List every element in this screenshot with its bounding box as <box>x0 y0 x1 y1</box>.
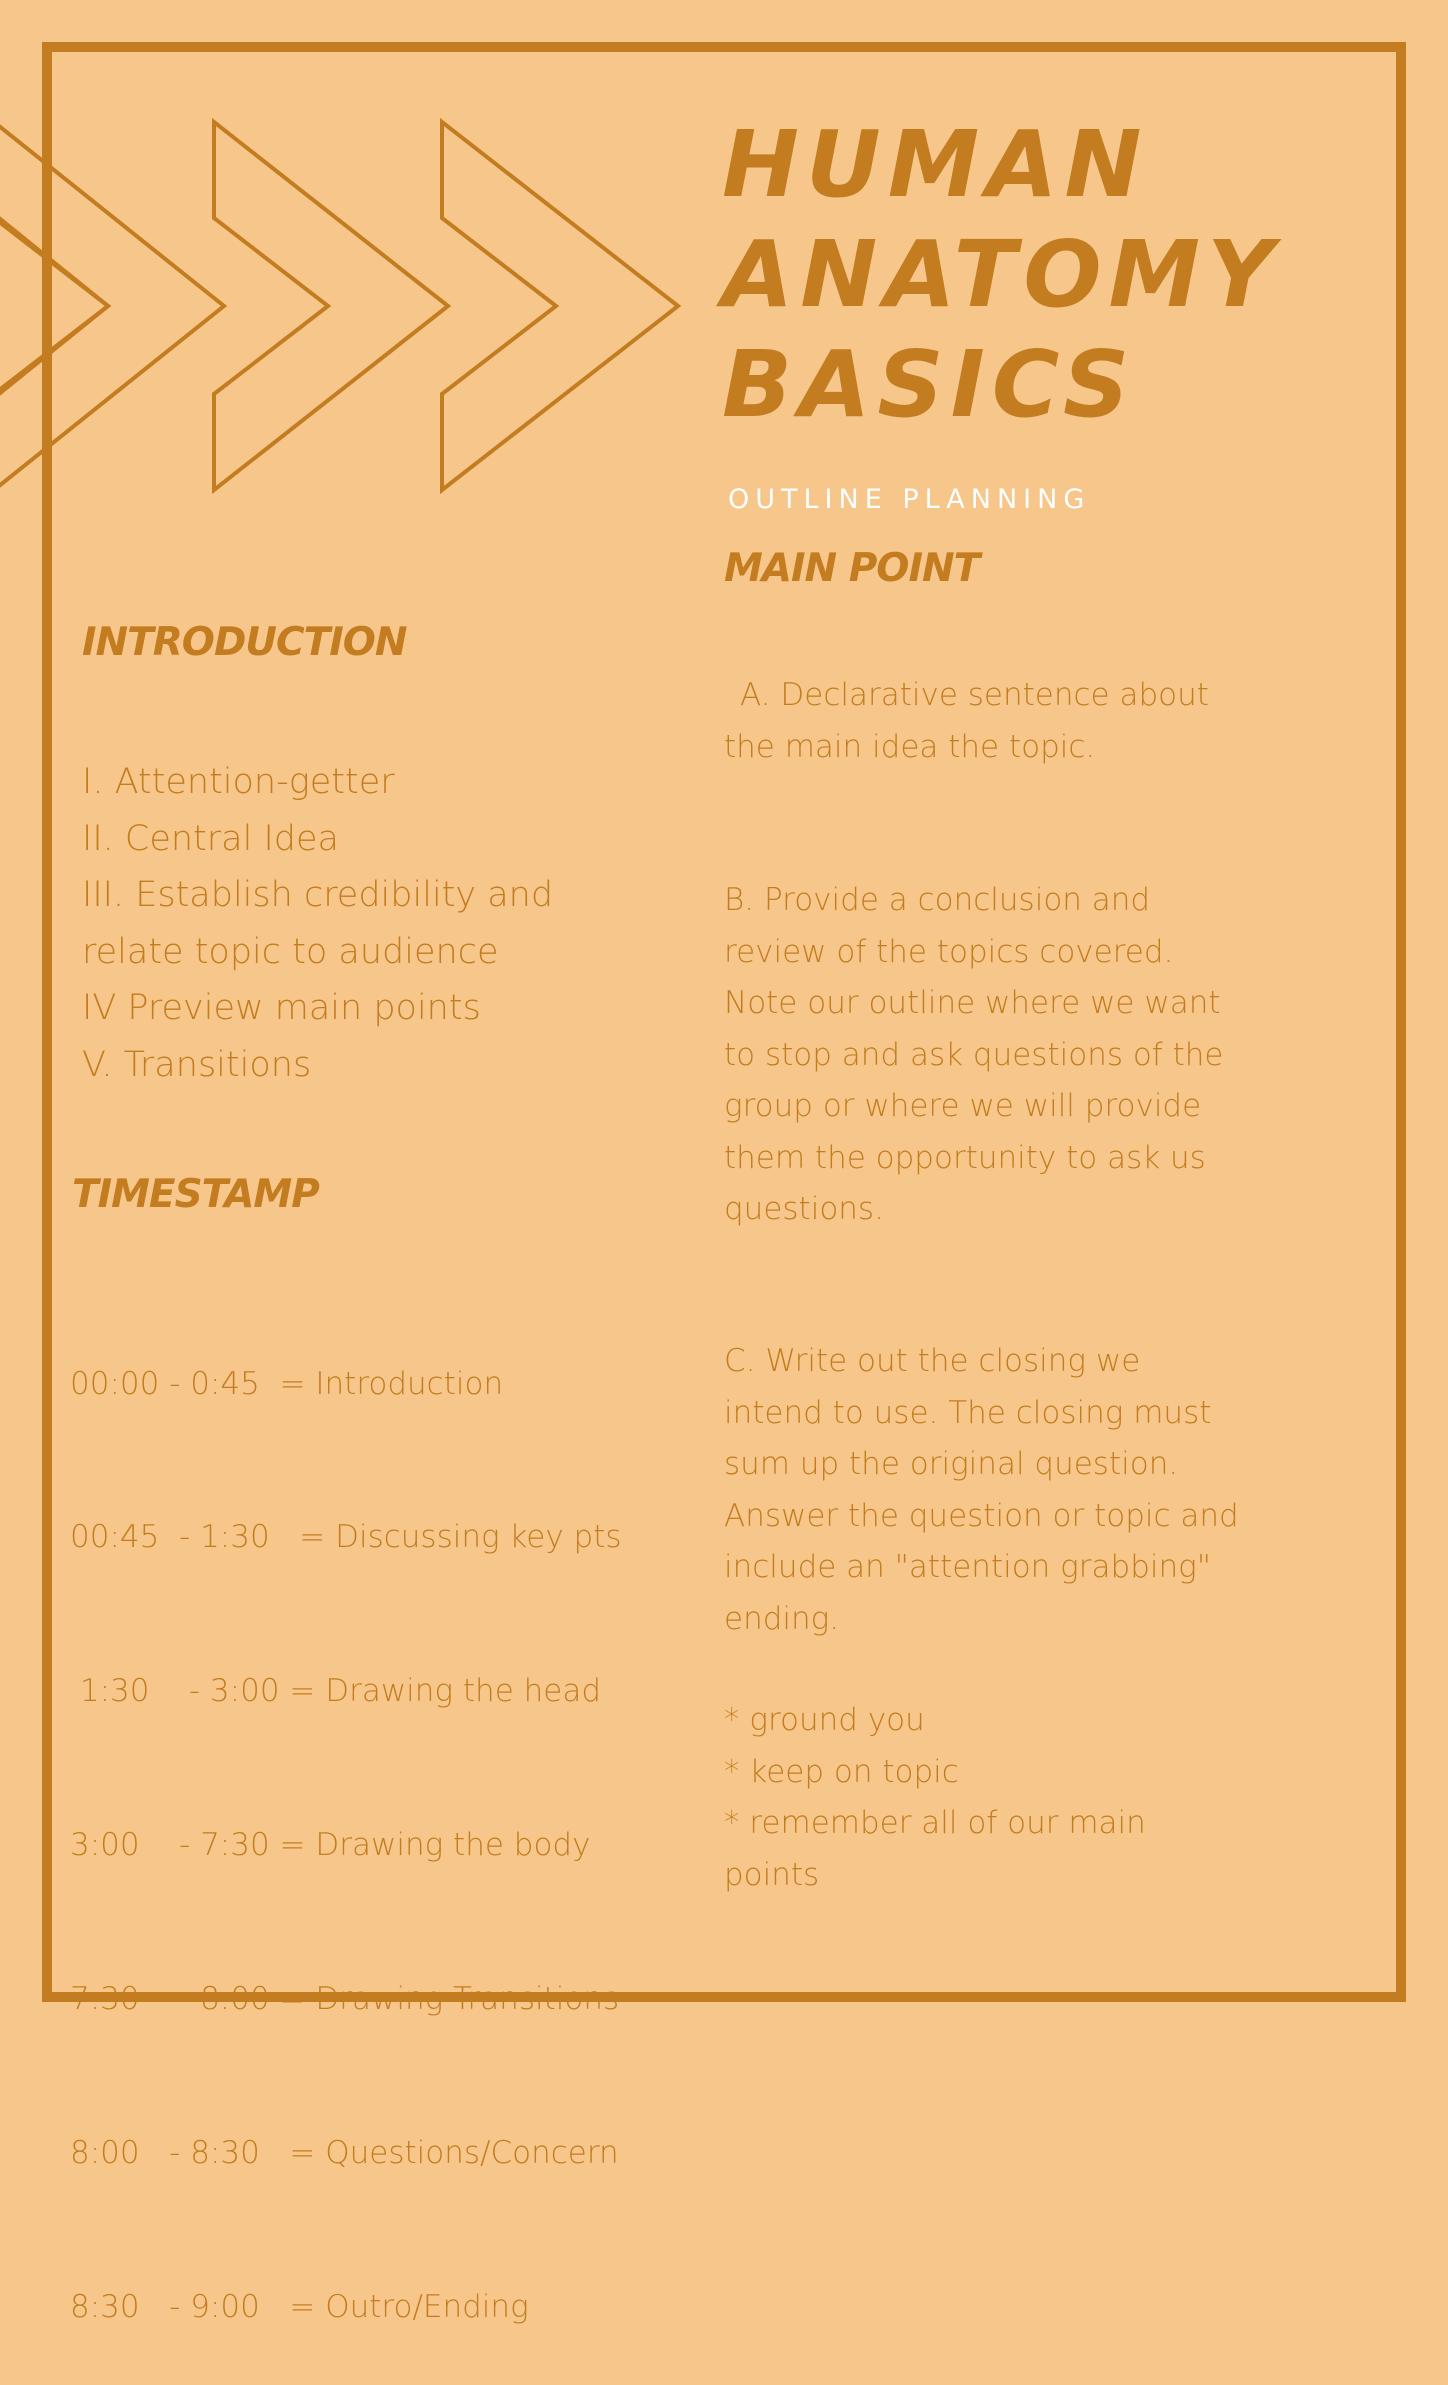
chevron-arrows-graphic <box>0 0 700 520</box>
main-point-notes <box>724 1695 1334 1901</box>
text-line: them the opportunity to ask us <box>724 1139 1206 1176</box>
timestamp-row: 00:45 - 1:30 = Discussing key pts <box>70 1519 622 1556</box>
timestamp-heading: TIMESTAMP <box>72 1172 319 1217</box>
text-line: C. Write out the closing we <box>724 1343 1141 1379</box>
title-line-1: HUMAN <box>722 111 1149 218</box>
note-item: * remember all of our main <box>724 1805 1146 1841</box>
list-item: relate topic to audience <box>82 931 499 972</box>
text-line: include an "attention grabbing" <box>724 1549 1212 1585</box>
list-item: IV Preview main points <box>82 988 481 1028</box>
timestamp-row: 00:00 - 0:45 = Introduction <box>70 1365 504 1402</box>
main-point-b <box>724 875 1334 1236</box>
list-item: V. Transitions <box>82 1044 312 1085</box>
note-item: * keep on topic <box>724 1753 959 1790</box>
text-line: to stop and ask questions of the <box>724 1036 1224 1073</box>
introduction-list <box>82 754 553 1093</box>
timestamp-list <box>70 1256 622 2385</box>
chevron-shape <box>214 122 448 490</box>
title-line-2: ANATOMY <box>722 221 1281 328</box>
text-line: B. Provide a conclusion and <box>724 882 1151 918</box>
main-point-c <box>724 1336 1334 1645</box>
timestamp-row: 7:30 - 8:00 = Drawing Transitions <box>70 1981 620 2018</box>
chevron-shape <box>0 122 108 490</box>
main-point-a <box>724 670 1334 773</box>
text-line: sum up the original question. <box>724 1446 1179 1482</box>
title-line-3: BASICS <box>722 331 1137 438</box>
timestamp-row: 3:00 - 7:30 = Drawing the body <box>70 1827 591 1864</box>
list-item: II. Central Idea <box>82 818 339 859</box>
timestamp-row: 1:30 - 3:00 = Drawing the head <box>70 1673 602 1710</box>
note-item: points <box>724 1856 820 1893</box>
timestamp-row: 8:00 - 8:30 = Questions/Concern <box>70 2135 619 2172</box>
text-line: Note our outline where we want <box>724 985 1221 1021</box>
text-line: Answer the question or topic and <box>724 1497 1239 1534</box>
list-item: III. Establish credibility and <box>82 875 554 915</box>
timestamp-row: 8:30 - 9:00 = Outro/Ending <box>70 2288 529 2325</box>
chevron-shape <box>442 122 678 490</box>
document-title <box>722 110 1281 440</box>
text-line: group or where we will provide <box>724 1088 1202 1124</box>
text-line: questions. <box>724 1191 884 1227</box>
list-item: I. Attention-getter <box>82 762 395 802</box>
text-line: ending. <box>724 1600 840 1637</box>
note-item: * ground you <box>724 1702 925 1738</box>
chevron-shape <box>0 122 224 490</box>
subtitle: OUTLINE PLANNING <box>728 484 1091 515</box>
text-line: intend to use. The closing must <box>724 1394 1212 1431</box>
text-line: the main idea the topic. <box>724 728 1096 765</box>
text-line: review of the topics covered. <box>724 933 1174 970</box>
text-line: A. Declarative sentence about <box>740 677 1209 713</box>
introduction-heading: INTRODUCTION <box>82 620 407 665</box>
main-point-heading: MAIN POINT <box>724 546 980 591</box>
